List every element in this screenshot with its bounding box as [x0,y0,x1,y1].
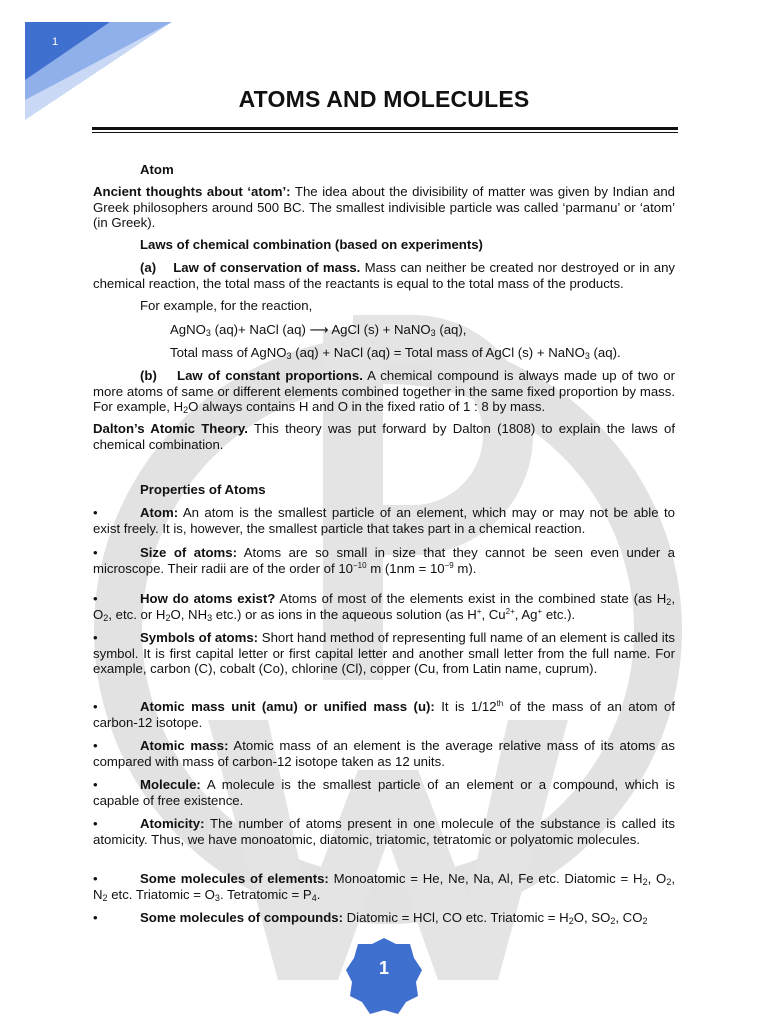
ancient-thoughts-paragraph: Ancient thoughts about ‘atom’: The idea about the divisibility of matter was given by Indian and Greek philosophers around 500 BC. The smallest indivisible particle was called ‘parmanu’ or ‘atom’ (in Greek). [93,184,676,230]
molecule-bullet: • Molecule: A molecule is the smallest particle of an element or a compound, which is capable of free existence. [93,777,675,808]
footer-page-number: 1 [378,958,389,978]
law-conservation-paragraph: (a) Law of conservation of mass. Mass can neither be created nor destroyed or in any chemical reaction, the total mass of the reactants is equal to the total mass of the products. [93,260,676,291]
atom-existence-bullet: • How do atoms exist? Atoms of most of the elements exist in the combined state (as $H_2$, $O_2$, etc. or $H_2O$, $NH_3$ etc.) or as ions in the aqueous solution (as H+, $Cu^{2+}$, Ag+ etc.). [93,591,675,623]
atomicity-bullet: • Atomicity: The number of atoms present in one molecule of the substance is called its atomicity. Thus, we have monoatomic, diatomic, triatomic, tetratomic or polyatomic molecules. [93,816,675,847]
title-rule-thin [92,132,678,133]
atomic-mass-bullet: • Atomic mass: Atomic mass of an element is the average relative mass of its atoms as compared with mass of carbon-12 isotope taken as 12 units. [93,738,675,769]
title-rule-thick [92,127,678,130]
atom-bullet: • Atom: An atom is the smallest particle of an element, which may or may not be able to exist freely. It is, however, the smallest particle that takes part in a chemical reaction. [93,505,675,536]
elements-molecules-bullet: • Some molecules of elements: Monoatomic = He, Ne, Na, Al, Fe etc. Diatomic = $H_2$, $O_2$, $N_2$ etc. Triatomic = $O_3$. Tetratomic = $P_4$. [93,871,675,903]
dalton-paragraph: Dalton’s Atomic Theory. This theory was put forward by Dalton (1808) to explain the laws of chemical combination. [93,421,675,452]
total-mass-equation: Total mass of AgNO$_3$ (aq) + NaCl (aq) = Total mass of AgCl (s) + NaNO$_3$ (aq). [170,345,621,361]
page-title: ATOMS AND MOLECULES [238,86,530,112]
reaction-equation: AgNO$_3$ (aq)+ NaCl (aq) ⟶ AgCl (s) + NaNO$_3$ (aq), [170,322,467,338]
symbols-bullet: • Symbols of atoms: Short hand method of representing full name of an element is called its symbol. It is first capital letter or first capital letter and another small letter from the full name. For example, carbon (C), cobalt (Co), chlorine (Cl), copper (Cu, from Latin name, cuprum). [93,630,675,676]
atom-heading: Atom [140,162,174,177]
example-intro: For example, for the reaction, [140,298,313,313]
size-bullet: • Size of atoms: Atoms are so small in size that they cannot be seen even under a microscope. Their radii are of the order of $10^{-10}$ m ($1nm = 10^{-9}$ m). [93,545,676,576]
amu-bullet: • Atomic mass unit (amu) or unified mass (u): It is 1/12th of the mass of an atom of carbon-12 isotope. [93,699,675,730]
corner-page-number: 1 [52,36,59,48]
properties-heading: Properties of Atoms [140,482,266,497]
laws-heading: Laws of chemical combination (based on experiments) [140,237,483,252]
compounds-molecules-bullet: • Some molecules of compounds: Diatomic = HCl, CO etc. Triatomic = $H_2O$, $SO_2$, $CO_2$ [93,910,648,926]
law-constant-proportions-paragraph: (b) Law of constant proportions. A chemical compound is always made up of two or more atoms of same or different elements combined together in the same fixed proportion by mass. For example, $H_2O$ always contains H and O in the fixed ratio of 1 : 8 by mass. [93,368,675,415]
